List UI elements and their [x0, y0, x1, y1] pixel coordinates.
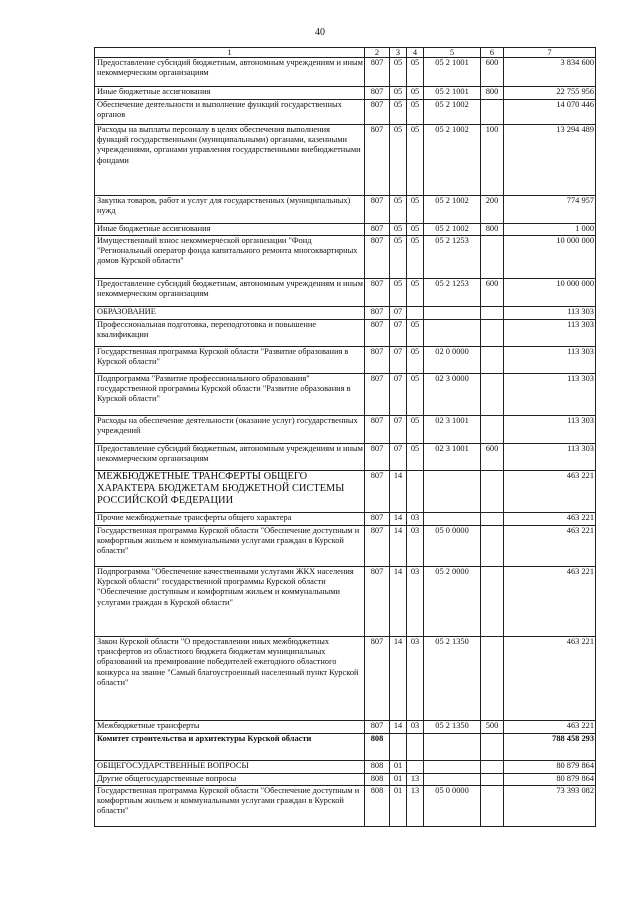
row-vr-cell — [481, 734, 504, 761]
row-pr-cell: 05 — [407, 224, 424, 236]
header-cell: 4 — [407, 48, 424, 58]
row-name-cell: Закон Курской области "О предоставлении иных межбюджетных трансфертов из областного бюджета бюджетам муниципальных образований на премирование победителей ежегодного областного конкурса на звание "Самый благоустроенный населенный пункт Курской области" — [95, 637, 365, 721]
row-sum-cell: 3 834 600 — [504, 58, 596, 87]
row-gr-cell: 807 — [365, 224, 390, 236]
row-rz-cell: 05 — [390, 58, 407, 87]
row-cs-cell — [424, 307, 481, 320]
row-name-cell: Иные бюджетные ассигнования — [95, 87, 365, 100]
row-rz-cell: 07 — [390, 444, 407, 471]
row-vr-cell — [481, 526, 504, 567]
row-cs-cell: 05 2 1002 — [424, 224, 481, 236]
row-gr-cell: 808 — [365, 761, 390, 774]
table-row — [95, 567, 596, 637]
row-vr-cell — [481, 100, 504, 125]
row-pr-cell: 05 — [407, 236, 424, 279]
row-pr-cell: 03 — [407, 637, 424, 721]
row-pr-cell: 05 — [407, 87, 424, 100]
row-cs-cell: 05 2 1350 — [424, 637, 481, 721]
row-name-cell: Предоставление субсидий бюджетным, автономным учреждениям и иным некоммерческим организациям — [95, 58, 365, 87]
row-rz-cell: 07 — [390, 374, 407, 416]
table-row — [95, 416, 596, 444]
row-vr-cell: 600 — [481, 444, 504, 471]
header-cell: 1 — [95, 48, 365, 58]
row-name-cell: Имущественный взнос некоммерческой организации "Фонд "Региональный оператор фонда капитального ремонта многоквартирных домов Курской области" — [95, 236, 365, 279]
row-name-cell: Расходы на выплаты персоналу в целях обеспечения выполнения функций государственными (муниципальными) органами, казенными учреждениями, органами управления государственными внебюджетными фондами — [95, 125, 365, 196]
row-cs-cell: 05 2 1002 — [424, 100, 481, 125]
table-row — [95, 87, 596, 100]
table-body — [95, 58, 596, 827]
row-vr-cell — [481, 774, 504, 786]
row-cs-cell — [424, 774, 481, 786]
header-cell: 7 — [504, 48, 596, 58]
row-gr-cell: 807 — [365, 320, 390, 347]
row-pr-cell: 05 — [407, 444, 424, 471]
row-vr-cell — [481, 236, 504, 279]
row-cs-cell — [424, 734, 481, 761]
row-name-cell: Обеспечение деятельности и выполнение функций государственных органов — [95, 100, 365, 125]
row-rz-cell: 05 — [390, 196, 407, 224]
row-gr-cell: 807 — [365, 58, 390, 87]
row-cs-cell: 02 0 0000 — [424, 347, 481, 374]
row-gr-cell: 807 — [365, 125, 390, 196]
row-pr-cell: 05 — [407, 100, 424, 125]
row-gr-cell: 807 — [365, 374, 390, 416]
row-sum-cell: 113 303 — [504, 374, 596, 416]
row-gr-cell: 808 — [365, 734, 390, 761]
row-name-cell: ОБРАЗОВАНИЕ — [95, 307, 365, 320]
row-name-cell: Межбюджетные трансферты — [95, 721, 365, 734]
row-name-cell: Подпрограмма "Обеспечение качественными услугами ЖКХ населения Курской области" государственной программы Курской области "Обеспечение доступным и комфортным жильем и коммунальными услугами граждан в Курской области" — [95, 567, 365, 637]
budget-table — [94, 47, 596, 827]
row-vr-cell — [481, 513, 504, 526]
row-sum-cell: 80 879 864 — [504, 761, 596, 774]
row-name-cell: Прочие межбюджетные трансферты общего характера — [95, 513, 365, 526]
row-gr-cell: 807 — [365, 279, 390, 307]
row-cs-cell: 05 2 1002 — [424, 196, 481, 224]
row-vr-cell — [481, 761, 504, 774]
table-row — [95, 774, 596, 786]
table-row — [95, 471, 596, 513]
table-row — [95, 125, 596, 196]
row-pr-cell: 05 — [407, 196, 424, 224]
row-rz-cell: 14 — [390, 526, 407, 567]
row-name-cell: Закупка товаров, работ и услуг для государственных (муниципальных) нужд — [95, 196, 365, 224]
row-pr-cell — [407, 471, 424, 513]
row-vr-cell — [481, 786, 504, 827]
row-rz-cell: 05 — [390, 279, 407, 307]
row-gr-cell: 807 — [365, 100, 390, 125]
table-row — [95, 236, 596, 279]
row-sum-cell: 463 221 — [504, 526, 596, 567]
row-cs-cell: 05 2 0000 — [424, 567, 481, 637]
row-rz-cell: 05 — [390, 87, 407, 100]
header-cell: 3 — [390, 48, 407, 58]
row-pr-cell: 05 — [407, 125, 424, 196]
row-gr-cell: 807 — [365, 526, 390, 567]
table-row — [95, 307, 596, 320]
table-row — [95, 374, 596, 416]
row-sum-cell: 463 221 — [504, 721, 596, 734]
row-vr-cell — [481, 416, 504, 444]
row-gr-cell: 807 — [365, 347, 390, 374]
row-rz-cell: 14 — [390, 567, 407, 637]
header-cell: 2 — [365, 48, 390, 58]
row-rz-cell: 14 — [390, 513, 407, 526]
row-name-cell: Расходы на обеспечение деятельности (оказание услуг) государственных учреждений — [95, 416, 365, 444]
table-row — [95, 444, 596, 471]
row-cs-cell: 05 0 0000 — [424, 786, 481, 827]
row-cs-cell — [424, 761, 481, 774]
table-row — [95, 734, 596, 761]
row-cs-cell: 05 2 1253 — [424, 279, 481, 307]
table-row — [95, 761, 596, 774]
row-sum-cell: 113 303 — [504, 347, 596, 374]
row-gr-cell: 807 — [365, 416, 390, 444]
row-pr-cell: 05 — [407, 58, 424, 87]
row-sum-cell: 10 000 000 — [504, 236, 596, 279]
row-cs-cell — [424, 513, 481, 526]
row-sum-cell: 73 393 082 — [504, 786, 596, 827]
header-cell: 6 — [481, 48, 504, 58]
row-gr-cell: 807 — [365, 471, 390, 513]
table-row — [95, 320, 596, 347]
row-rz-cell: 05 — [390, 100, 407, 125]
row-rz-cell: 01 — [390, 761, 407, 774]
row-pr-cell: 13 — [407, 786, 424, 827]
table-row — [95, 279, 596, 307]
row-rz-cell: 07 — [390, 320, 407, 347]
row-name-cell: Другие общегосударственные вопросы — [95, 774, 365, 786]
row-sum-cell: 463 221 — [504, 513, 596, 526]
row-rz-cell: 07 — [390, 347, 407, 374]
table-row — [95, 637, 596, 721]
table-row — [95, 513, 596, 526]
row-pr-cell: 05 — [407, 416, 424, 444]
row-gr-cell: 807 — [365, 307, 390, 320]
header-row — [95, 48, 596, 58]
row-sum-cell: 463 221 — [504, 567, 596, 637]
row-sum-cell: 113 303 — [504, 307, 596, 320]
row-vr-cell: 600 — [481, 279, 504, 307]
row-vr-cell — [481, 374, 504, 416]
row-sum-cell: 788 458 293 — [504, 734, 596, 761]
row-rz-cell: 14 — [390, 637, 407, 721]
row-name-cell: Комитет строительства и архитектуры Курской области — [95, 734, 365, 761]
row-pr-cell: 03 — [407, 526, 424, 567]
row-sum-cell: 22 755 956 — [504, 87, 596, 100]
row-name-cell: Государственная программа Курской области "Обеспечение доступным и комфортным жильем и коммунальными услугами граждан в Курской области" — [95, 786, 365, 827]
row-sum-cell: 80 879 864 — [504, 774, 596, 786]
row-sum-cell: 113 303 — [504, 320, 596, 347]
header-cell: 5 — [424, 48, 481, 58]
row-rz-cell: 01 — [390, 774, 407, 786]
row-cs-cell: 05 2 1253 — [424, 236, 481, 279]
row-vr-cell — [481, 637, 504, 721]
row-name-cell: Государственная программа Курской области "Развитие образования в Курской области" — [95, 347, 365, 374]
row-gr-cell: 808 — [365, 774, 390, 786]
row-rz-cell: 05 — [390, 224, 407, 236]
table-row — [95, 526, 596, 567]
row-cs-cell: 05 2 1350 — [424, 721, 481, 734]
row-name-cell: Иные бюджетные ассигнования — [95, 224, 365, 236]
row-name-cell: Подпрограмма "Развитие профессионального образования" государственной программы Курской области "Развитие образования в Курской области" — [95, 374, 365, 416]
row-sum-cell: 463 221 — [504, 637, 596, 721]
row-rz-cell: 01 — [390, 786, 407, 827]
table-row — [95, 721, 596, 734]
row-cs-cell: 02 3 1001 — [424, 416, 481, 444]
row-gr-cell: 807 — [365, 236, 390, 279]
row-gr-cell: 808 — [365, 786, 390, 827]
row-gr-cell: 807 — [365, 513, 390, 526]
row-pr-cell: 13 — [407, 774, 424, 786]
table-row — [95, 224, 596, 236]
row-vr-cell: 500 — [481, 721, 504, 734]
row-sum-cell: 14 070 446 — [504, 100, 596, 125]
row-gr-cell: 807 — [365, 87, 390, 100]
row-cs-cell: 05 2 1002 — [424, 125, 481, 196]
row-pr-cell — [407, 761, 424, 774]
row-sum-cell: 13 294 489 — [504, 125, 596, 196]
table-row — [95, 58, 596, 87]
row-rz-cell: 05 — [390, 125, 407, 196]
row-vr-cell — [481, 320, 504, 347]
row-pr-cell: 05 — [407, 320, 424, 347]
table-row — [95, 100, 596, 125]
row-rz-cell: 14 — [390, 471, 407, 513]
row-pr-cell — [407, 307, 424, 320]
row-pr-cell: 05 — [407, 347, 424, 374]
row-cs-cell: 02 3 1001 — [424, 444, 481, 471]
row-pr-cell: 05 — [407, 374, 424, 416]
row-name-cell: ОБЩЕГОСУДАРСТВЕННЫЕ ВОПРОСЫ — [95, 761, 365, 774]
row-rz-cell — [390, 734, 407, 761]
row-rz-cell: 07 — [390, 416, 407, 444]
row-sum-cell: 1 000 — [504, 224, 596, 236]
row-vr-cell — [481, 471, 504, 513]
row-name-cell: Профессиональная подготовка, переподготовка и повышение квалификации — [95, 320, 365, 347]
row-sum-cell: 10 000 000 — [504, 279, 596, 307]
row-cs-cell: 02 3 0000 — [424, 374, 481, 416]
row-name-cell: Государственная программа Курской области "Обеспечение доступным и комфортным жильем и коммунальными услугами граждан в Курской области" — [95, 526, 365, 567]
row-cs-cell: 05 0 0000 — [424, 526, 481, 567]
row-vr-cell — [481, 347, 504, 374]
row-pr-cell: 03 — [407, 721, 424, 734]
row-vr-cell: 800 — [481, 224, 504, 236]
row-name-cell: МЕЖБЮДЖЕТНЫЕ ТРАНСФЕРТЫ ОБЩЕГО ХАРАКТЕРА БЮДЖЕТАМ БЮДЖЕТНОЙ СИСТЕМЫ РОССИЙСКОЙ ФЕДЕРАЦИИ — [95, 471, 365, 513]
row-cs-cell: 05 2 1001 — [424, 87, 481, 100]
page-number: 40 — [315, 27, 325, 38]
row-pr-cell: 05 — [407, 279, 424, 307]
row-name-cell: Предоставление субсидий бюджетным, автономным учреждениям и иным некоммерческим организациям — [95, 279, 365, 307]
row-sum-cell: 113 303 — [504, 444, 596, 471]
row-pr-cell: 03 — [407, 567, 424, 637]
row-rz-cell: 05 — [390, 236, 407, 279]
row-vr-cell: 100 — [481, 125, 504, 196]
table-row — [95, 347, 596, 374]
row-vr-cell: 800 — [481, 87, 504, 100]
row-pr-cell — [407, 734, 424, 761]
row-gr-cell: 807 — [365, 196, 390, 224]
table-row — [95, 786, 596, 827]
row-pr-cell: 03 — [407, 513, 424, 526]
row-sum-cell: 113 303 — [504, 416, 596, 444]
row-vr-cell — [481, 567, 504, 637]
row-vr-cell: 600 — [481, 58, 504, 87]
row-vr-cell — [481, 307, 504, 320]
row-cs-cell — [424, 471, 481, 513]
row-vr-cell: 200 — [481, 196, 504, 224]
row-gr-cell: 807 — [365, 567, 390, 637]
row-gr-cell: 807 — [365, 444, 390, 471]
row-cs-cell — [424, 320, 481, 347]
table-row — [95, 196, 596, 224]
row-rz-cell: 07 — [390, 307, 407, 320]
row-sum-cell: 463 221 — [504, 471, 596, 513]
row-cs-cell: 05 2 1001 — [424, 58, 481, 87]
row-gr-cell: 807 — [365, 721, 390, 734]
row-rz-cell: 14 — [390, 721, 407, 734]
row-name-cell: Предоставление субсидий бюджетным, автономным учреждениям и иным некоммерческим организациям — [95, 444, 365, 471]
row-gr-cell: 807 — [365, 637, 390, 721]
row-sum-cell: 774 957 — [504, 196, 596, 224]
